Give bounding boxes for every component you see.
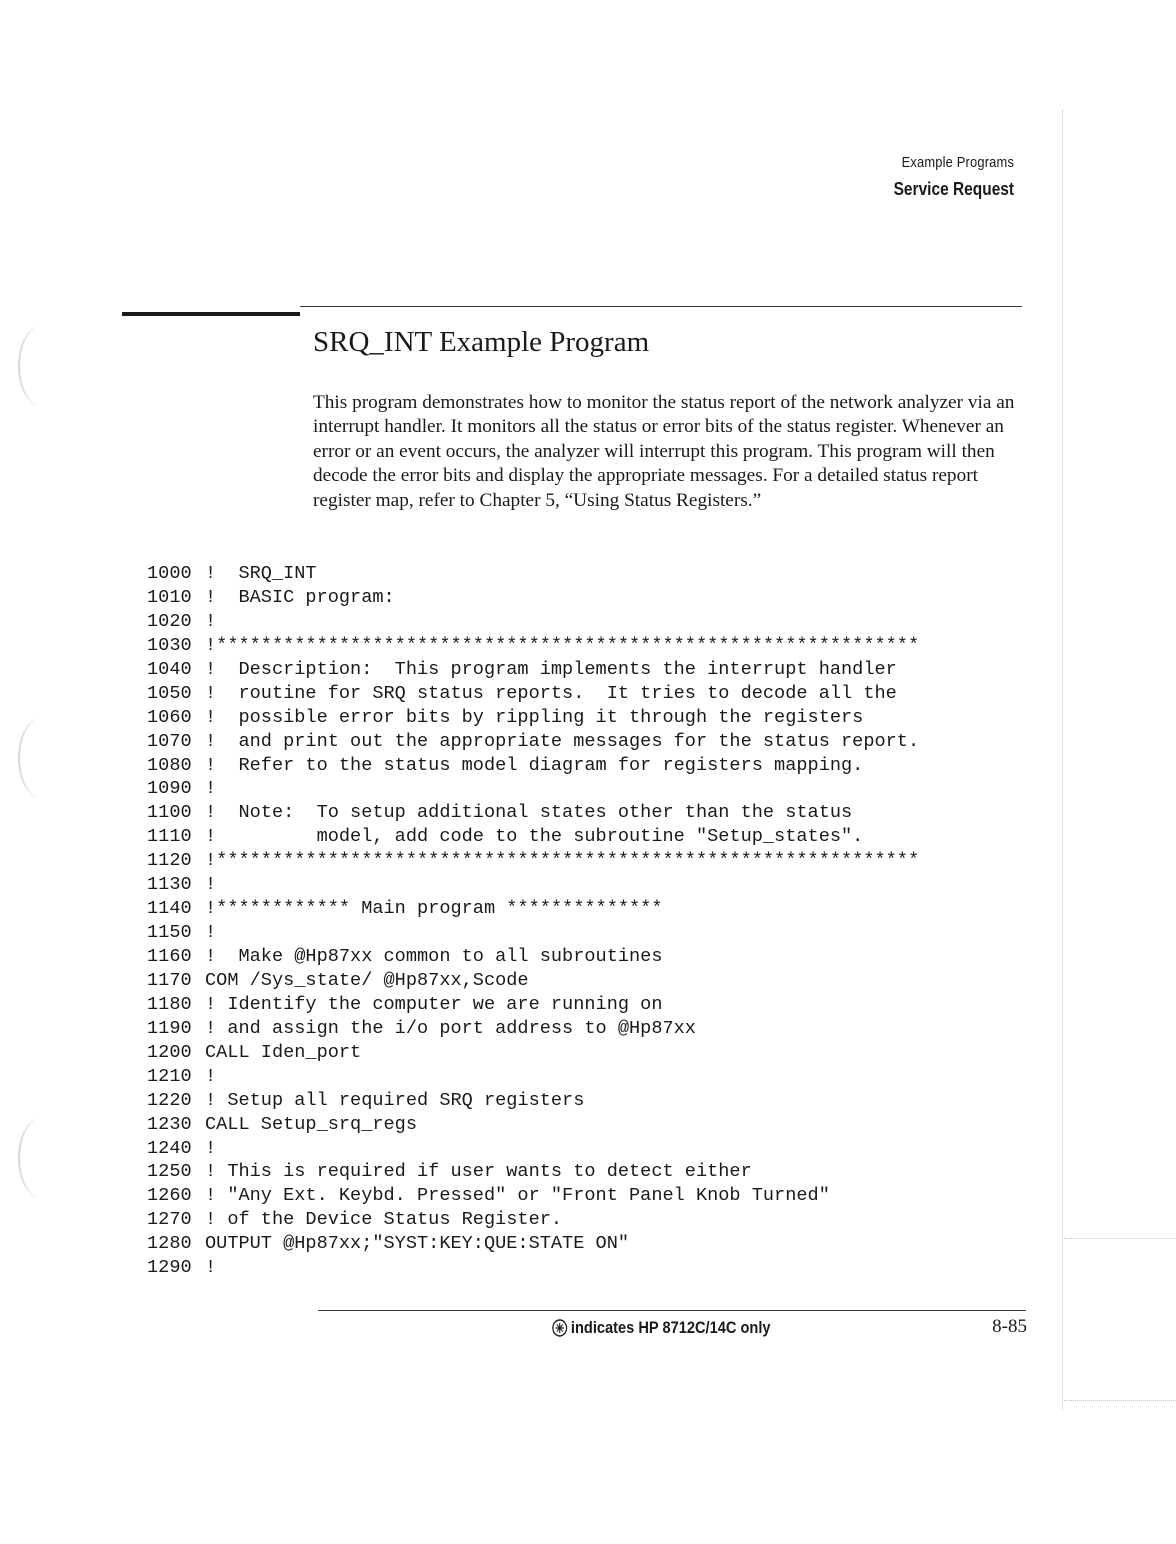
line-text: !: [205, 610, 217, 632]
line-text: ! Make @Hp87xx common to all subroutines: [205, 946, 663, 967]
code-line: [147, 634, 919, 658]
line-text: ! "Any Ext. Keybd. Pressed" or "Front Panel Knob Turned": [205, 1185, 830, 1207]
code-line: [147, 921, 919, 945]
line-number: 1090: [147, 778, 192, 800]
code-line: [147, 730, 919, 754]
line-text: ! model, add code to the subroutine "Setup_states".: [205, 826, 864, 848]
line-text: COM /Sys_state/ @Hp87xx,Scode: [205, 969, 529, 991]
page-number: 8-85: [992, 1316, 1027, 1337]
line-number: 1120: [147, 850, 192, 872]
line-number: 1150: [147, 922, 192, 944]
code-line: [147, 801, 919, 825]
code-line: [147, 1089, 919, 1113]
line-number: 1230: [147, 1113, 192, 1135]
line-number: 1100: [147, 802, 192, 824]
line-text: OUTPUT @Hp87xx;"SYST:KEY:QUE:STATE ON": [205, 1233, 630, 1255]
line-number: 1070: [147, 730, 192, 752]
line-number: 1110: [147, 826, 192, 848]
code-line: [147, 849, 919, 873]
line-text: ! Refer to the status model diagram for registers mapping.: [205, 754, 864, 776]
line-number: 1060: [147, 706, 192, 728]
line-text: !************ Main program **************: [205, 898, 663, 920]
line-text: ! Note: To setup additional states other than the status: [205, 802, 853, 824]
scan-margin-tick: [1064, 1238, 1176, 1239]
line-text: ! Identify the computer we are running on: [205, 993, 663, 1015]
line-text: ! and assign the i/o port address to @Hp87xx: [205, 1017, 696, 1039]
code-line: [147, 777, 919, 801]
title-rule-thin: [300, 306, 1022, 307]
code-line: [147, 1160, 919, 1184]
title-rule-thick: [122, 312, 300, 316]
intro-paragraph: This program demonstrates how to monitor the status report of the network analyzer via an interrupt handler. It monitors all the status or error bits of the status register. Whenever an error or an event occurs, the analyzer will interrupt this program. This program will then decode the error bits and display the appropriate messages. For a detailed status report register map, refer to Chapter 5, “Using Status Registers.”: [313, 392, 1015, 511]
scan-margin-line: [1062, 110, 1063, 1410]
line-text: !: [205, 1065, 217, 1087]
code-line: [147, 658, 919, 682]
line-number: 1080: [147, 754, 192, 776]
line-text: !***************************************************************: [205, 634, 920, 656]
line-text: !: [205, 874, 217, 896]
line-number: 1210: [147, 1065, 192, 1087]
code-line: [147, 682, 919, 706]
line-number: 1180: [147, 993, 192, 1015]
code-line: [147, 897, 919, 921]
line-text: CALL Setup_srq_regs: [205, 1113, 418, 1135]
line-number: 1200: [147, 1041, 192, 1063]
line-number: 1020: [147, 610, 192, 632]
code-line: [147, 1232, 919, 1256]
code-line: [147, 1256, 919, 1280]
line-text: ! This is required if user wants to detect either: [205, 1161, 752, 1183]
line-number: 1280: [147, 1233, 192, 1255]
line-text: ! possible error bits by rippling it through the registers: [205, 706, 864, 728]
code-line: [147, 562, 919, 586]
code-line: [147, 1017, 919, 1041]
line-text: ! BASIC program:: [205, 586, 395, 608]
line-text: !: [205, 922, 217, 944]
code-line: [147, 1184, 919, 1208]
code-listing: [147, 562, 919, 1280]
line-text: ! routine for SRQ status reports. It tries to decode all the: [205, 682, 897, 704]
line-number: 1000: [147, 563, 192, 584]
line-text: !: [205, 778, 217, 800]
line-number: 1260: [147, 1185, 192, 1207]
line-number: 1050: [147, 682, 192, 704]
line-text: ! Setup all required SRQ registers: [205, 1089, 585, 1111]
footer-rule: [318, 1310, 1026, 1311]
line-text: !: [205, 1257, 217, 1279]
line-number: 1130: [147, 874, 192, 896]
line-text: !***************************************************************: [205, 850, 920, 872]
line-number: 1170: [147, 969, 192, 991]
code-line: [147, 754, 919, 778]
line-text: CALL Iden_port: [205, 1041, 362, 1063]
scan-punch-hole: [18, 718, 64, 798]
code-line: [147, 969, 919, 993]
line-text: ! Description: This program implements the interrupt handler: [205, 658, 897, 680]
line-text: !: [205, 1137, 217, 1159]
page-title: SRQ_INT Example Program: [313, 326, 650, 358]
line-number: 1010: [147, 586, 192, 608]
running-header: [874, 152, 1014, 204]
line-number: 1140: [147, 898, 192, 920]
line-number: 1250: [147, 1161, 192, 1183]
footer-note: [552, 1318, 771, 1338]
code-line: [147, 825, 919, 849]
line-number: 1220: [147, 1089, 192, 1111]
code-line: [147, 1208, 919, 1232]
hp-logo-icon: [552, 1319, 567, 1337]
line-number: 1270: [147, 1209, 192, 1231]
footer-note-text: indicates HP 8712C/14C only: [570, 1318, 771, 1337]
line-number: 1240: [147, 1137, 192, 1159]
line-text: ! SRQ_INT: [205, 563, 317, 584]
line-number: 1290: [147, 1257, 192, 1279]
code-line: [147, 1041, 919, 1065]
line-number: 1040: [147, 658, 192, 680]
line-text: ! of the Device Status Register.: [205, 1209, 563, 1231]
line-number: 1030: [147, 634, 192, 656]
code-line: [147, 945, 919, 969]
scan-punch-hole: [18, 1118, 64, 1198]
code-line: [147, 586, 919, 610]
code-line: [147, 1137, 919, 1161]
code-line: [147, 1065, 919, 1089]
line-number: 1160: [147, 946, 192, 967]
chapter-label: Example Programs: [901, 154, 1014, 171]
code-line: [147, 873, 919, 897]
line-text: ! and print out the appropriate messages for the status report.: [205, 730, 920, 752]
scan-margin-tick: [1064, 1400, 1176, 1401]
code-line: [147, 706, 919, 730]
code-line: [147, 993, 919, 1017]
code-line: [147, 610, 919, 634]
line-number: 1190: [147, 1017, 192, 1039]
scan-punch-hole: [18, 326, 64, 406]
section-label: Service Request: [893, 179, 1014, 199]
code-line: [147, 1113, 919, 1137]
